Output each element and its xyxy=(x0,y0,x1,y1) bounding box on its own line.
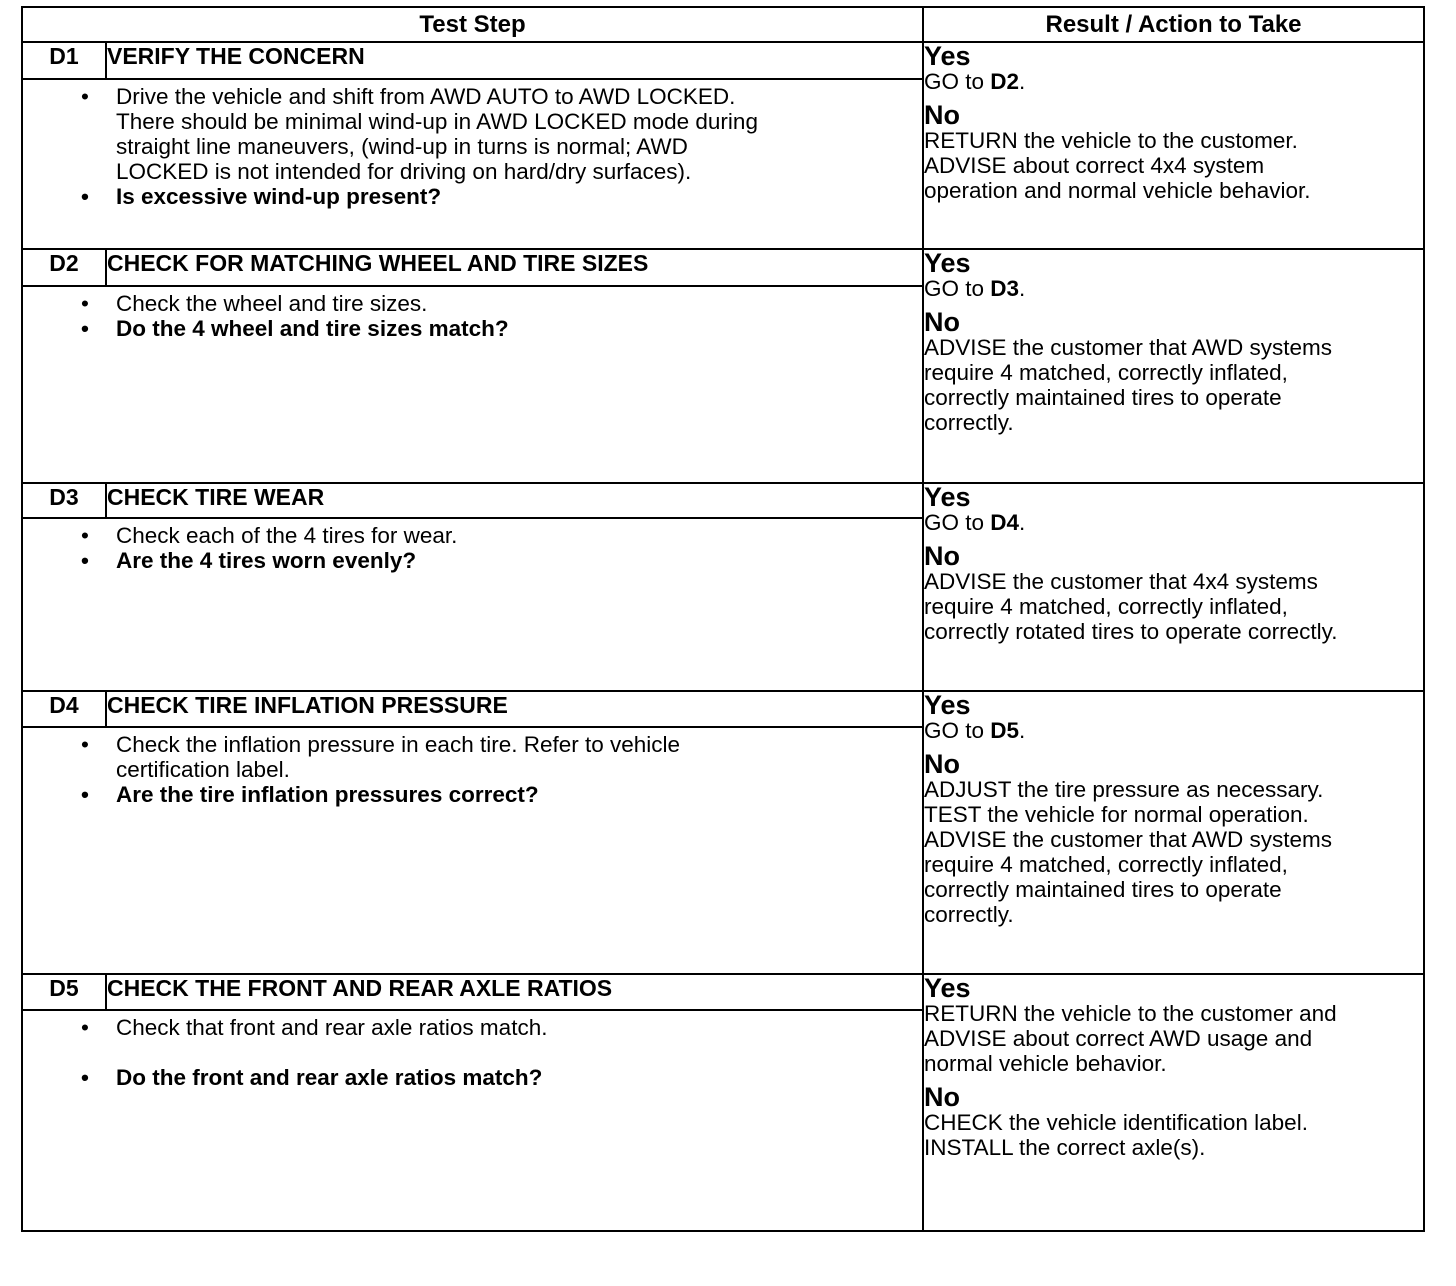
yes-action-line: RETURN the vehicle to the customer and xyxy=(924,1001,1337,1026)
step-question: Do the 4 wheel and tire sizes match? xyxy=(116,316,509,341)
result-cell xyxy=(923,483,1424,691)
yes-action-line: ADVISE about correct AWD usage and xyxy=(924,1026,1313,1051)
step-id: D1 xyxy=(22,42,106,79)
no-action-line: correctly maintained tires to operate xyxy=(924,877,1282,902)
yes-action: GO to D2. xyxy=(924,69,1026,94)
step-body xyxy=(22,1010,923,1231)
yes-label: Yes xyxy=(924,248,971,278)
goto-step-link[interactable]: D5 xyxy=(990,718,1020,743)
header-row xyxy=(22,7,1424,42)
result-cell xyxy=(923,974,1424,1231)
no-action-line: correctly. xyxy=(924,410,1014,435)
no-label: No xyxy=(924,749,960,779)
bullet-icon: • xyxy=(81,523,89,548)
yes-label: Yes xyxy=(924,41,971,71)
no-action-line: INSTALL the correct axle(s). xyxy=(924,1135,1206,1160)
no-label: No xyxy=(924,541,960,571)
no-action-line: ADVISE the customer that AWD systems xyxy=(924,335,1333,360)
step-header-row xyxy=(22,691,1424,727)
test-step-header: Test Step xyxy=(22,7,923,42)
bullet-icon: • xyxy=(81,84,89,109)
no-action-line: require 4 matched, correctly inflated, xyxy=(924,360,1288,385)
instruction-text: certification label. xyxy=(116,757,290,782)
no-action-line: ADVISE about correct 4x4 system xyxy=(924,153,1265,178)
bullet-icon: • xyxy=(81,548,89,573)
yes-label: Yes xyxy=(924,973,971,1003)
no-label: No xyxy=(924,307,960,337)
step-title: CHECK THE FRONT AND REAR AXLE RATIOS xyxy=(106,974,923,1010)
yes-label: Yes xyxy=(924,482,971,512)
instruction-text: Drive the vehicle and shift from AWD AUTO to AWD LOCKED. xyxy=(116,84,736,109)
bullet-icon: • xyxy=(81,184,89,209)
instruction-text: There should be minimal wind-up in AWD LOCKED mode during xyxy=(116,109,758,134)
no-label: No xyxy=(924,1082,960,1112)
no-action-line: correctly maintained tires to operate xyxy=(924,385,1282,410)
step-id: D4 xyxy=(22,691,106,727)
step-header-row xyxy=(22,249,1424,286)
yes-action: GO to D4. xyxy=(924,510,1026,535)
no-action-line: RETURN the vehicle to the customer. xyxy=(924,128,1298,153)
instruction-text: straight line maneuvers, (wind-up in turns is normal; AWD xyxy=(116,134,688,159)
goto-step-link[interactable]: D4 xyxy=(990,510,1020,535)
bullet-icon: • xyxy=(81,1065,89,1090)
yes-action: GO to D5. xyxy=(924,718,1026,743)
step-question: Are the 4 tires worn evenly? xyxy=(116,548,417,573)
no-action-line: ADVISE the customer that AWD systems xyxy=(924,827,1333,852)
instruction-text: Check each of the 4 tires for wear. xyxy=(116,523,458,548)
instruction-text: Check the inflation pressure in each tire. Refer to vehicle xyxy=(116,732,681,757)
no-action-line: ADJUST the tire pressure as necessary. xyxy=(924,777,1324,802)
step-body xyxy=(22,79,923,249)
bullet-icon: • xyxy=(81,782,89,807)
result-cell xyxy=(923,691,1424,974)
result-cell xyxy=(923,249,1424,483)
no-action-line: ADVISE the customer that 4x4 systems xyxy=(924,569,1318,594)
yes-action: GO to D3. xyxy=(924,276,1026,301)
step-id: D5 xyxy=(22,974,106,1010)
no-action-line: correctly rotated tires to operate correctly. xyxy=(924,619,1338,644)
step-title: CHECK FOR MATCHING WHEEL AND TIRE SIZES xyxy=(106,249,923,286)
no-action-line: require 4 matched, correctly inflated, xyxy=(924,594,1288,619)
no-action-line: require 4 matched, correctly inflated, xyxy=(924,852,1288,877)
result-action-header: Result / Action to Take xyxy=(923,7,1424,42)
no-action-line: correctly. xyxy=(924,902,1014,927)
diagnostic-table xyxy=(21,6,1425,1232)
bullet-icon: • xyxy=(81,316,89,341)
goto-step-link[interactable]: D2 xyxy=(990,69,1020,94)
instruction-text: Check the wheel and tire sizes. xyxy=(116,291,428,316)
instruction-text: Check that front and rear axle ratios match. xyxy=(116,1015,548,1040)
no-action-line: CHECK the vehicle identification label. xyxy=(924,1110,1308,1135)
step-question: Are the tire inflation pressures correct? xyxy=(116,782,539,807)
bullet-icon: • xyxy=(81,1015,89,1040)
step-title: CHECK TIRE WEAR xyxy=(106,483,923,518)
step-header-row xyxy=(22,483,1424,518)
result-cell xyxy=(923,42,1424,249)
step-title: CHECK TIRE INFLATION PRESSURE xyxy=(106,691,923,727)
step-body xyxy=(22,286,923,483)
instruction-text: LOCKED is not intended for driving on hard/dry surfaces). xyxy=(116,159,692,184)
step-title: VERIFY THE CONCERN xyxy=(106,42,923,79)
step-header-row xyxy=(22,974,1424,1010)
goto-step-link[interactable]: D3 xyxy=(990,276,1020,301)
step-id: D2 xyxy=(22,249,106,286)
step-question: Do the front and rear axle ratios match? xyxy=(116,1065,543,1090)
step-body xyxy=(22,518,923,691)
step-header-row xyxy=(22,42,1424,79)
bullet-icon: • xyxy=(81,732,89,757)
bullet-icon: • xyxy=(81,291,89,316)
step-body xyxy=(22,727,923,974)
no-action-line: TEST the vehicle for normal operation. xyxy=(924,802,1309,827)
no-action-line: operation and normal vehicle behavior. xyxy=(924,178,1311,203)
yes-action-line: normal vehicle behavior. xyxy=(924,1051,1167,1076)
yes-label: Yes xyxy=(924,690,971,720)
no-label: No xyxy=(924,100,960,130)
step-id: D3 xyxy=(22,483,106,518)
step-question: Is excessive wind-up present? xyxy=(116,184,442,209)
